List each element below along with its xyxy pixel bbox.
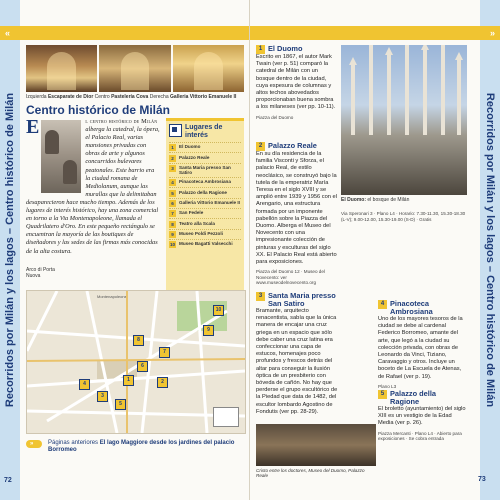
right-side-band (480, 0, 500, 500)
duomo-entry (256, 45, 338, 120)
santa-maria-continued (341, 210, 467, 222)
lugares-item-name: Museo Poldi Pezzoli (179, 231, 223, 236)
lugares-item (169, 218, 241, 228)
map-pin-icon (169, 124, 182, 137)
ragione-contact: Piazza Mercanti · Plano L4 · Abierto para exposiciones · Se cobra entrada (378, 430, 462, 442)
duomo-photo (341, 45, 467, 195)
page-title: Centro histórico de Milán (26, 103, 171, 117)
lugares-item-name: Palazzo Reale (179, 154, 210, 160)
lugares-item-number: 7 (169, 210, 176, 217)
ragione-entry (378, 390, 467, 442)
right-top-bar (250, 26, 480, 40)
map-marker[interactable]: 4 (79, 379, 90, 390)
lugares-item (169, 152, 241, 162)
entry-number: 1 (256, 45, 265, 54)
map-marker[interactable]: 8 (133, 335, 144, 346)
lugares-item-number: 10 (169, 242, 176, 248)
palazzo-reale-text: En su día residencia de la familia Visconti y Sforza, el palacio Real, de estilo neoclásico, se construyó bajo la tutela de la emperatriz María Teresa en el siglo XVIII y se amplió entre 1939 y 1956 con el Arengario, una estructura formada por un imponente pabellón sobre la Piazza del Duomo. Alberga el Museo del Novecento con una impresionante colección de pinturas y esculturas del siglo XX. El Palacio Real está abierto para exposiciones. (256, 151, 337, 266)
lugares-list (166, 142, 244, 250)
ragione-title: Palazzo della Ragione (390, 389, 437, 406)
ragione-text: El broletto (ayuntamiento) del siglo XIII es un vestigio de la Edad Media (ver p. 26). (378, 406, 466, 427)
palazzo-reale-contact: Piazza del Duomo 12 · Museo del Novecento: ver www.museodelnovecento.org (256, 269, 325, 286)
map-marker[interactable]: 3 (97, 391, 108, 402)
lugares-item-number: 1 (169, 144, 176, 151)
museum-crowd-photo (256, 424, 376, 466)
map-marker[interactable]: 9 (203, 325, 214, 336)
duomo-photo-caption: El Duomo: el bosque de Milán (341, 197, 410, 203)
entry-number: 2 (256, 142, 265, 151)
forward-arrow-icon: » (489, 28, 495, 38)
lugares-item-name: Palazzo della Ragione (179, 189, 227, 195)
duomo-title: El Duomo (268, 44, 303, 53)
left-band-title: Recorridos por Milán y los lagos – Centro histórico de Milán (4, 92, 16, 408)
lugares-item (169, 239, 241, 249)
entry-number: 3 (256, 292, 265, 301)
lugares-item-name: Santa Maria presso San Satiro (179, 164, 231, 176)
map-label: Montenapoleone (97, 294, 127, 299)
page-number-right: 73 (478, 476, 486, 483)
santa-maria-contact: Via Speronari 3 · Plano L4 · Horario: 7.30-11.30, 15.30-18.30 (L-V); 9.00-12.00, 15.30-19.00 (S-D) · Gratis (341, 211, 466, 222)
entry-number: 4 (378, 300, 387, 309)
lugares-item-name: San Fedele (179, 210, 204, 216)
map-marker[interactable]: 2 (157, 377, 168, 388)
palazzo-reale-entry (256, 142, 338, 286)
map-marker[interactable]: 6 (137, 361, 148, 372)
right-band-title: Recorridos por Milán y los lagos – Centro histórico de Milán (484, 92, 496, 408)
top-photo-strip (26, 45, 244, 92)
pinacoteca-contact: Plano L3 (378, 383, 397, 389)
right-next-tab[interactable] (480, 26, 500, 40)
lugares-item-name: El Duomo (179, 144, 201, 150)
lugares-item-name: Museo Bagatti Valsecchi (179, 241, 233, 247)
lugares-item-number: 9 (169, 231, 176, 238)
entry-number: 5 (378, 390, 387, 399)
left-side-band (0, 0, 20, 500)
back-arrow-icon: « (5, 28, 11, 38)
page-number-left: 72 (4, 477, 12, 484)
lugares-item-number: 2 (169, 155, 176, 162)
lugares-item (169, 177, 241, 187)
santa-maria-title: Santa Maria presso San Satiro (268, 291, 336, 308)
lugares-item-name: Teatro alla Scala (179, 220, 215, 226)
arco-porta-nuova-photo (41, 120, 81, 193)
lugares-item-number: 4 (169, 179, 176, 186)
duomo-contact: Piazza del Duomo (256, 114, 294, 120)
map-marker[interactable]: 1 (123, 375, 134, 386)
lugares-item (169, 198, 241, 208)
lugares-item-number: 3 (169, 165, 176, 172)
lugares-item-name: Galleria Vittorio Emanuele II (179, 199, 240, 205)
lugares-box (166, 118, 244, 291)
lugares-item (169, 142, 241, 152)
drop-cap: E (26, 116, 40, 138)
lugares-title: Lugares de interés (185, 124, 223, 139)
duomo-text: Escrito en 1867, el autor Mark Twain (ver p. 51) comparó la catedral de Milán con un bosque dentro de la ciudad, cuya espesura de columnas y altos techos abovedados proporcionaban buena sombra a los milaneses (ver pp. 10-11). (256, 54, 336, 111)
santa-maria-entry (256, 292, 338, 419)
pinacoteca-title: Pinacoteca Ambrosiana (390, 299, 433, 316)
pinacoteca-entry (378, 300, 467, 389)
cova-pastry-photo (99, 45, 170, 92)
statue-caption: Arco di Porta Nuova (26, 267, 55, 279)
intro-text: E l centro histórico de Milán alberga la catedral, la ópera, el Palacio Real, varias mansiones privadas con obras de arte y algunos concurridos bulevares peatonales. Este barrio era la ciudad romana de Mediolanum, aunque las murallas que la delimitaban desaparecieron hace mucho tiempo. Además de los lugares de interés histórico, hay una zona comercial en torno a la Via Montenapoleone, llamada el Quadrilatero d'Oro. En este pequeño rectángulo se encuentran la mayoría de las boutiques de diseñadores y las sedes de las firmas más conocidas de la alta costura. (26, 116, 160, 255)
lugares-item-number: 8 (169, 221, 176, 228)
santa-maria-text: Bramante, arquitecto renacentista, sabía que la única manera de encajar una cruz griega en un espacio que sólo debe caber una cruz latina era confeccionar una capa de estucos, homenajes poco profundos y frescos detrás del altar para conseguir la ilusión óptica de un presbiterio con bóveda de cañón. No hay que perderse el grupo escultórico de la Piedad que data de 1482, del escultor lombardo Agostino de Fondutis (ver pp. 28-29). (256, 308, 338, 415)
map-marker[interactable]: 7 (159, 347, 170, 358)
lugares-item (169, 187, 241, 197)
lugares-item (169, 208, 241, 218)
pinacoteca-text: Uno de los mayores tesoros de la ciudad se debe al cardenal Federico Borromeo, amante del arte, que legó a la ciudad su colección privada, con obras de Leonardo da Vinci, Tiziano, Caravaggio y otros. Incluye un boceto de La Escuela de Atenas, de Rafael (ver p. 19). (378, 316, 463, 380)
lugares-item (169, 163, 241, 177)
left-top-bar (20, 26, 250, 40)
galleria-photo (173, 45, 244, 92)
photo-strip-caption: Izquierda Escaparate de Dior Centro Pastelería Cova Derecha Galleria Vittorio Emanuele II (26, 94, 237, 100)
museum-crowd-caption: Cristo entre los doctores, Museo del Duomo, Palazzo Reale (256, 468, 365, 478)
map-marker[interactable]: 5 (115, 399, 126, 410)
map-scale (213, 407, 239, 427)
palazzo-reale-title: Palazzo Reale (268, 141, 317, 150)
lugares-item (169, 229, 241, 239)
previous-pages-note: » Páginas anteriores El lago Maggiore desde los jardines del palacio Borromeo (26, 440, 244, 472)
area-map[interactable] (26, 290, 246, 434)
previous-pages-arrow[interactable]: » (26, 440, 42, 448)
lugares-item-number: 6 (169, 200, 176, 207)
dior-window-photo (26, 45, 97, 92)
left-back-tab[interactable] (0, 26, 20, 40)
lugares-item-name: Pinacoteca Ambrosiana (179, 179, 231, 185)
lugares-item-number: 5 (169, 190, 176, 197)
map-marker[interactable]: 10 (213, 305, 224, 316)
